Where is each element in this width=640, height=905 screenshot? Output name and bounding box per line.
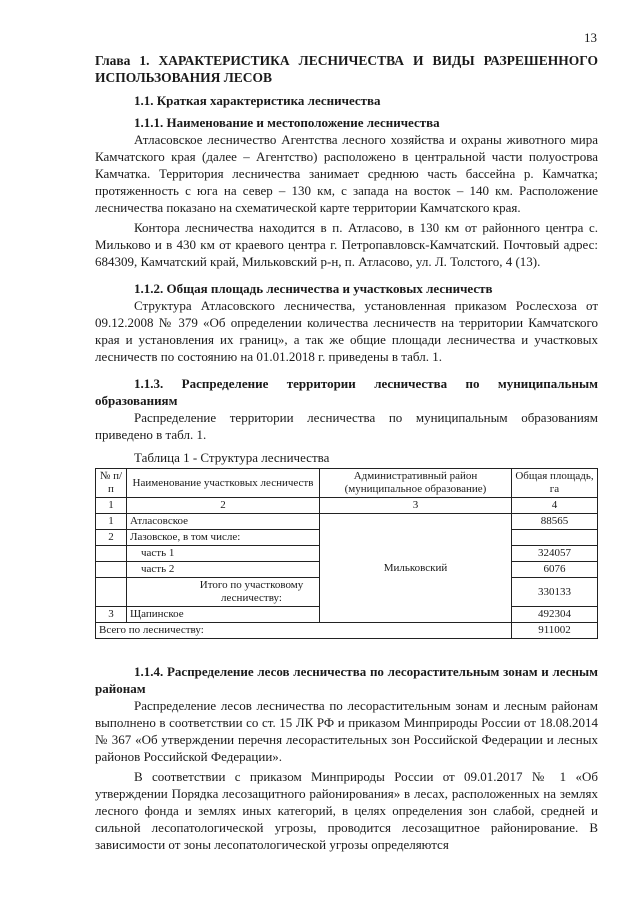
row-number-cell: 3 — [96, 607, 127, 623]
row-area-cell: 492304 — [512, 607, 598, 623]
row-number-cell: 2 — [96, 530, 127, 546]
paragraph: Распределение территории лесничества по муниципальным образованиям приведено в табл. 1. — [95, 410, 598, 442]
col-number-cell: 2 — [127, 498, 320, 514]
row-number-cell — [96, 562, 127, 578]
row-area-cell: 324057 — [512, 546, 598, 562]
district-cell: Мильковский — [320, 514, 512, 623]
col-number-cell: 3 — [320, 498, 512, 514]
header-cell-area: Общая площадь, га — [512, 469, 598, 498]
page-number: 13 — [584, 30, 597, 45]
section-heading-1-1-4: 1.1.4. Распределение лесов лесничества по лесорастительным зонам и лесным районам — [95, 664, 598, 696]
row-name-cell: часть 1 — [127, 546, 320, 562]
paragraph: В соответствии с приказом Минприроды России от 09.01.2017 № 1 «Об утверждении Порядка лесозащитного районирования» в лесах, расположенных на землях лесного фонда и землях иных категорий, в целях определения зон слабой, средней и сильной лесопатологической угрозы, проводится лесозащитное районирование. В зависимости от зоны лесопатологической угрозы определяются — [95, 769, 598, 852]
paragraph: Структура Атласовского лесничества, установленная приказом Рослесхоза от 09.12.2008 № 379 «Об определении количества лесничеств на территории Камчатского края и установления их границ», а так же общие площади лесничества и участковых лесничеств по состоянию на 01.01.2018 г. приведены в табл. 1. — [95, 298, 598, 364]
row-name-cell: Лазовское, в том числе: — [127, 530, 320, 546]
row-area-cell — [512, 530, 598, 546]
page-content — [95, 52, 598, 853]
header-cell-name: Наименование участковых лесничеств — [127, 469, 320, 498]
row-number-cell — [96, 578, 127, 607]
section-heading-1-1-1: 1.1.1. Наименование и местоположение лесничества — [134, 115, 440, 130]
table-header-row — [96, 469, 598, 498]
paragraph: Распределение лесов лесничества по лесорастительным зонам и лесным районам выполнено в соответствии со ст. 15 ЛК РФ и приказом Минприроды России от 18.08.2014 № 367 «Об утверждении перечня лесорастительных зон Российской Федерации и лесных районов Российской Федерации». — [95, 698, 598, 764]
header-cell-n: № п/п — [96, 469, 127, 498]
paragraph: Контора лесничества находится в п. Атласово, в 130 км от районного центра с. Мильково и в 430 км от краевого центра г. Петропавловск-Камчатский. Почтовый адрес: 684309, Камчатский край, Мильковский р-н, п. Атласово, ул. Л. Толстого, 4 (13). — [95, 220, 598, 269]
col-number-cell: 1 — [96, 498, 127, 514]
row-name-cell: Щапинское — [127, 607, 320, 623]
row-name-cell: Атласовское — [127, 514, 320, 530]
paragraph: Атласовское лесничество Агентства лесного хозяйства и охраны животного мира Камчатского края (далее – Агентство) расположено в центральной части полуострова Камчатка. Территория лесничества занимает среднюю часть бассейна р. Камчатка; протяженность с юга на север – 130 км, с запада на восток – 140 км. Расположение лесничества показано на схематической карте территории Камчатского края. — [95, 132, 598, 215]
row-name-cell: часть 2 — [127, 562, 320, 578]
section-heading-1-1-2: 1.1.2. Общая площадь лесничества и участковых лесничеств — [134, 281, 493, 296]
table-row — [96, 514, 598, 530]
table-total-row — [96, 623, 598, 639]
row-number-cell — [96, 546, 127, 562]
total-area-cell: 911002 — [512, 623, 598, 639]
structure-table — [95, 468, 598, 639]
row-number-cell: 1 — [96, 514, 127, 530]
row-area-cell: 6076 — [512, 562, 598, 578]
total-label-cell: Всего по лесничеству: — [96, 623, 512, 639]
header-cell-district: Административный район (муниципальное образование) — [320, 469, 512, 498]
section-heading-1-1: 1.1. Краткая характеристика лесничества — [134, 93, 381, 108]
col-number-cell: 4 — [512, 498, 598, 514]
column-number-row — [96, 498, 598, 514]
chapter-title: Глава 1. ХАРАКТЕРИСТИКА ЛЕСНИЧЕСТВА И ВИДЫ РАЗРЕШЕННОГО ИСПОЛЬЗОВАНИЯ ЛЕСОВ — [95, 53, 598, 85]
section-heading-1-1-3: 1.1.3. Распределение территории лесничества по муниципальным образованиям — [95, 376, 598, 408]
row-area-cell: 88565 — [512, 514, 598, 530]
row-area-cell: 330133 — [512, 578, 598, 607]
table-caption: Таблица 1 - Структура лесничества — [134, 450, 330, 465]
row-subtotal-cell: Итого по участковому лесничеству: — [127, 578, 320, 607]
